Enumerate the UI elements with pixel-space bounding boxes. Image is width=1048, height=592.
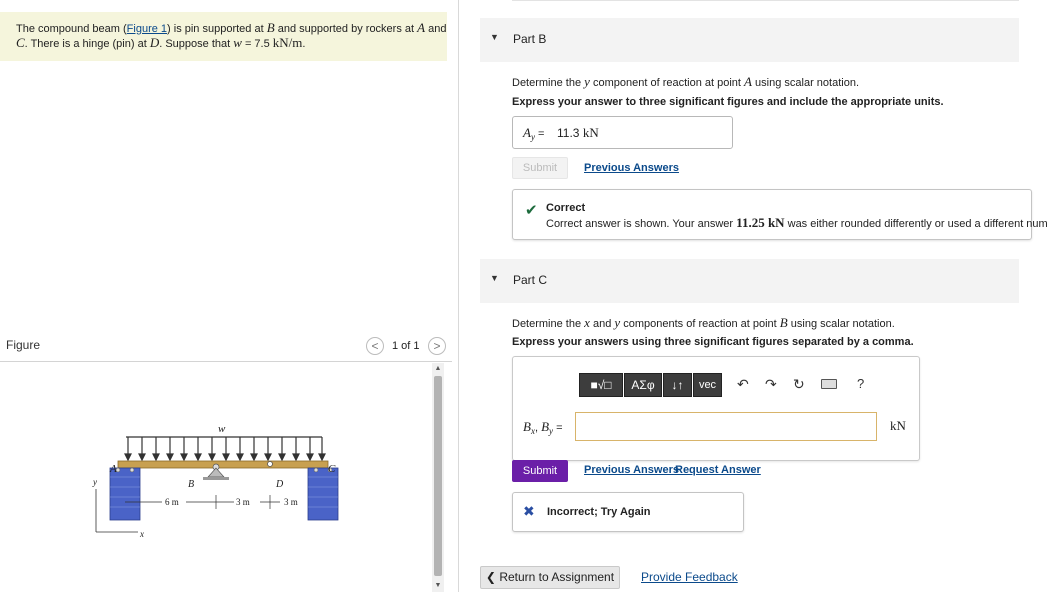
incorrect-title: Incorrect; Try Again	[547, 506, 651, 518]
hinge-d	[268, 462, 273, 467]
problem-statement	[0, 12, 447, 61]
templates-button[interactable]: ■√□	[579, 373, 623, 397]
scroll-down-arrow-icon[interactable]: ▼	[434, 582, 442, 589]
part-b-answer-field[interactable]	[512, 116, 733, 149]
figure-header	[0, 328, 452, 362]
undo-icon[interactable]: ↶	[737, 376, 749, 392]
part-b-instructions: Express your answer to three significant figures and include the appropriate units.	[512, 96, 944, 108]
part-c-feedback-incorrect	[512, 492, 744, 532]
part-c-submit-button[interactable]: Submit	[512, 460, 568, 482]
dim-label-2: 3 m	[236, 497, 250, 507]
reset-icon[interactable]: ↻	[793, 376, 805, 392]
top-divider	[512, 0, 1019, 1]
dimension-line	[125, 495, 280, 509]
rocker-support-c	[308, 468, 338, 520]
label-w: w	[218, 423, 226, 435]
provide-feedback-link[interactable]: Provide Feedback	[641, 570, 738, 584]
load-arrows	[125, 437, 325, 460]
label-c: C	[328, 463, 336, 475]
part-b-answer-label: $A_y$ =	[523, 125, 545, 143]
part-c-instructions: Express your answers using three significant figures separated by a comma.	[512, 336, 914, 348]
part-c-question: Determine the x and y components of reaction at point B using scalar notation.	[512, 315, 895, 330]
part-b-question: Determine the y component of reaction at point A using scalar notation.	[512, 74, 860, 89]
part-c-answer-label: $B_x$, $B_y$ =	[523, 419, 563, 437]
figure-next-button[interactable]: >	[428, 337, 446, 355]
scroll-up-arrow-icon[interactable]: ▲	[434, 365, 442, 372]
figure-scrollbar[interactable]	[432, 363, 444, 592]
dim-label-3: 3 m	[284, 497, 298, 507]
label-y: y	[93, 477, 97, 487]
redo-icon[interactable]: ↷	[765, 376, 777, 392]
part-b-header[interactable]	[480, 18, 1019, 62]
part-c-answer-editor	[512, 356, 920, 461]
part-b-answer-value: 11.3 kN	[557, 125, 599, 140]
figure-label: Figure	[6, 338, 41, 352]
chevron-left-icon: ❮	[485, 570, 496, 584]
part-c-header[interactable]	[480, 259, 1019, 303]
check-icon: ✔	[525, 202, 538, 219]
figure-prev-button[interactable]: <	[366, 337, 384, 355]
label-d: D	[276, 479, 284, 490]
keyboard-icon[interactable]	[821, 379, 837, 389]
figure-link[interactable]: Figure 1	[126, 23, 168, 35]
problem-line-1: The compound beam (Figure 1) is pin supported at B and supported by rockers at A and	[16, 20, 447, 35]
correct-message: Correct answer is shown. Your answer 11.25 kN was either rounded differently or used a different num	[546, 215, 1048, 230]
help-icon[interactable]: ?	[857, 376, 865, 391]
collapse-triangle-icon[interactable]: ▼	[490, 273, 499, 283]
beam	[118, 461, 328, 468]
part-b-submit-button[interactable]: Submit	[512, 157, 568, 179]
dim-label-1: 6 m	[165, 497, 179, 507]
greek-symbols-button[interactable]: ΑΣφ	[624, 373, 662, 397]
part-c-previous-answers-link[interactable]: Previous Answers	[584, 464, 679, 476]
rocker-support-a	[110, 468, 140, 520]
part-c-request-answer-link[interactable]: Request Answer	[675, 464, 761, 476]
part-b-title: Part B	[513, 32, 547, 46]
label-a: A	[110, 463, 117, 475]
return-to-assignment-button[interactable]	[480, 566, 620, 589]
collapse-triangle-icon[interactable]: ▼	[490, 32, 499, 42]
correct-title: Correct	[546, 202, 586, 214]
return-label: Return to Assignment	[499, 570, 615, 584]
label-b: B	[188, 479, 195, 490]
part-c-unit: kN	[890, 418, 906, 433]
part-b-previous-answers-link[interactable]: Previous Answers	[584, 162, 679, 174]
problem-line-2: C. There is a hinge (pin) at D. Suppose that w = 7.5 kN/m.	[16, 35, 306, 50]
vector-button[interactable]: vec	[693, 373, 722, 397]
part-b-feedback-correct	[512, 189, 1048, 240]
beam-diagram	[90, 405, 350, 545]
figure-page-count: 1 of 1	[392, 340, 420, 352]
incorrect-x-icon: ✖	[523, 503, 535, 519]
pane-divider	[458, 0, 459, 592]
arrows-button[interactable]: ↓↑	[663, 373, 692, 397]
label-x: x	[140, 529, 144, 539]
scroll-thumb[interactable]	[434, 376, 442, 576]
part-c-title: Part C	[513, 273, 548, 287]
part-c-answer-input[interactable]	[575, 412, 877, 441]
